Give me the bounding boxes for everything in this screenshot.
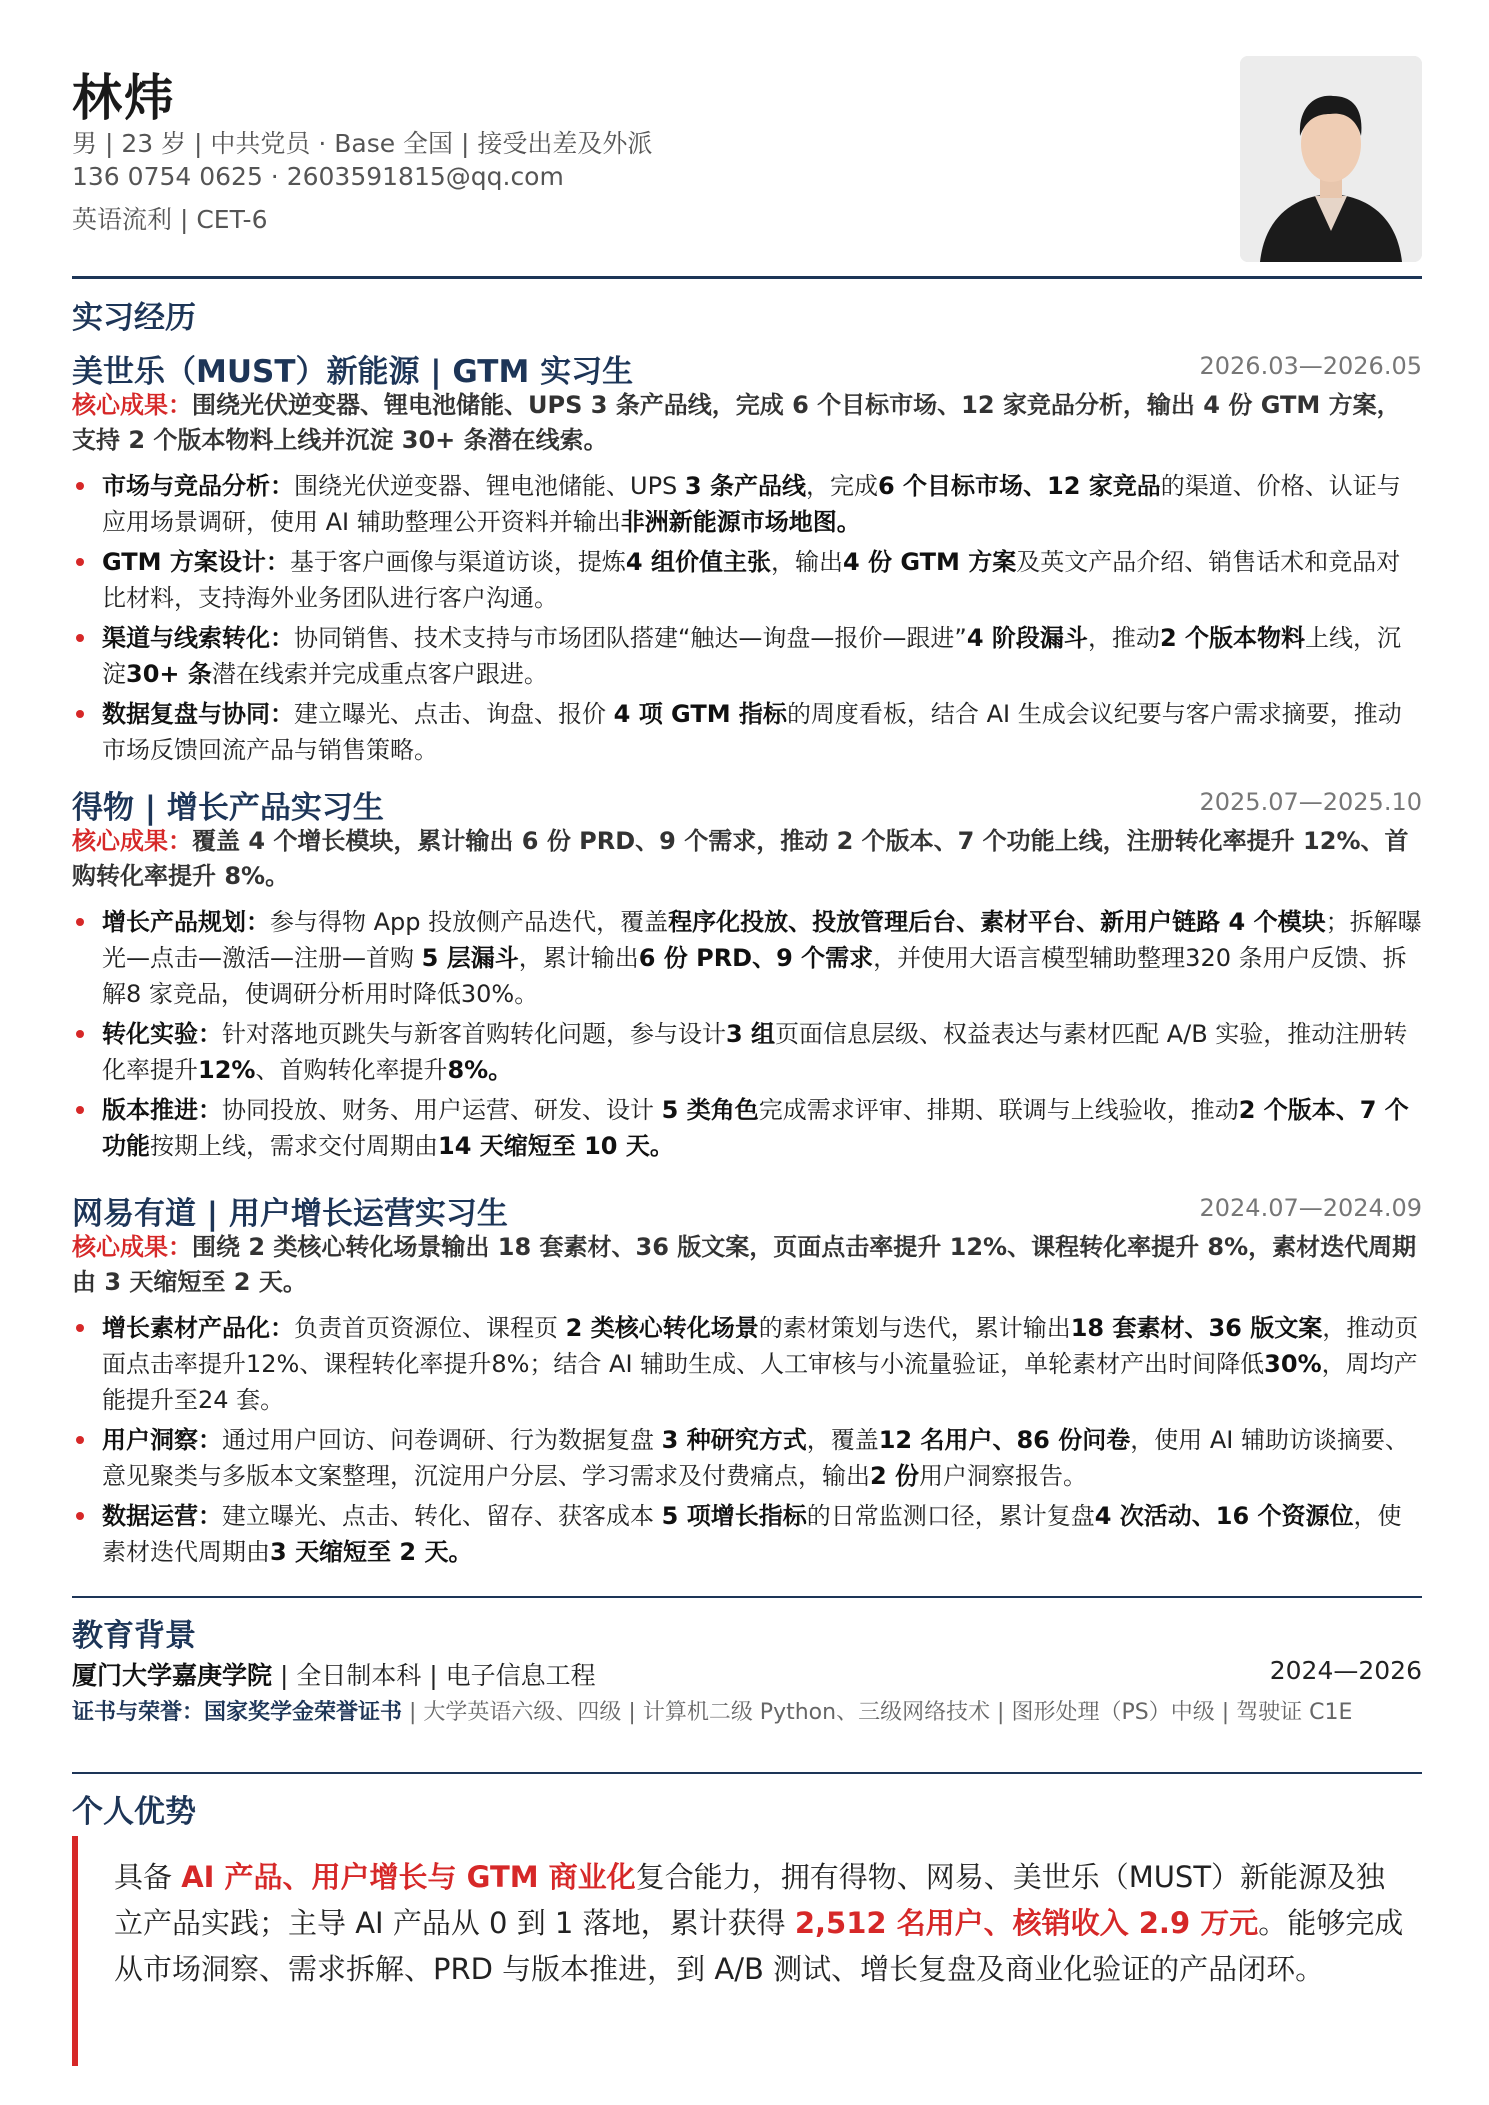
section-title-advantage: 个人优势: [72, 1794, 196, 1830]
candidate-name: 林炜: [72, 69, 176, 127]
language-info: 英语流利 | CET-6: [72, 205, 268, 234]
list-item: GTM 方案设计：基于客户画像与渠道访谈，提炼4 组价值主张，输出4 份 GTM 方案及英文产品介绍、销售话术和竞品对比材料，支持海外业务团队进行客户沟通。: [72, 544, 1422, 616]
list-item: 渠道与线索转化：协同销售、技术支持与市场团队搭建“触达—询盘—报价—跟进”4 阶段漏斗，推动2 个版本物料上线，沉淀30+ 条潜在线索并完成重点客户跟进。: [72, 620, 1422, 692]
job-date: 2026.03—2026.05: [1199, 352, 1422, 380]
core-label: 核心成果：: [72, 827, 192, 855]
advantage-block: [72, 1836, 1418, 2066]
cert-list: | 大学英语六级、四级 | 计算机二级 Python、三级网络技术 | 图形处理（PS）中级 | 驾驶证 C1E: [402, 1700, 1353, 1725]
advantage-text: 具备 AI 产品、用户增长与 GTM 商业化复合能力，拥有得物、网易、美世乐（MUST）新能源及独立产品实践；主导 AI 产品从 0 到 1 落地，累计获得 2,512 名用户、核销收入 2.9 万元。能够完成从市场洞察、需求拆解、PRD 与版本推进，到 A/B 测试、增长复盘及商业化验证的产品闭环。: [114, 1860, 1404, 1986]
education-date: 2024—2026: [1269, 1656, 1422, 1685]
job-date: 2024.07—2024.09: [1199, 1194, 1422, 1222]
job-entry: [72, 346, 1422, 772]
certificates: [72, 1697, 1412, 1729]
list-item: 市场与竞品分析：围绕光伏逆变器、锂电池储能、UPS 3 条产品线，完成6 个目标市场、12 家竞品的渠道、价格、认证与应用场景调研，使用 AI 辅助整理公开资料并输出非洲新能源市场地图。: [72, 468, 1422, 540]
section-divider: [72, 1772, 1422, 1774]
job-entry: [72, 782, 1422, 1168]
list-item: 用户洞察：通过用户回访、问卷调研、行为数据复盘 3 种研究方式，覆盖12 名用户、86 份问卷，使用 AI 辅助访谈摘要、意见聚类与多版本文案整理，沉淀用户分层、学习需求及付费痛点，输出2 份用户洞察报告。: [72, 1422, 1422, 1494]
section-title-internship: 实习经历: [72, 300, 196, 336]
job-date: 2025.07—2025.10: [1199, 788, 1422, 816]
list-item: 数据运营：建立曝光、点击、转化、留存、获客成本 5 项增长指标的日常监测口径，累计复盘4 次活动、16 个资源位，使素材迭代周期由3 天缩短至 2 天。: [72, 1498, 1422, 1570]
core-text: 围绕 2 类核心转化场景输出 18 套素材、36 版文案，页面点击率提升 12%、课程转化率提升 8%，素材迭代周期由 3 天缩短至 2 天。: [72, 1233, 1417, 1296]
contact-info: 136 0754 0625 · 2603591815@qq.com: [72, 162, 564, 191]
list-item: 增长素材产品化：负责首页资源位、课程页 2 类核心转化场景的素材策划与迭代，累计输出18 套素材、36 版文案，推动页面点击率提升12%、课程转化率提升8%；结合 AI 辅助生成、人工审核与小流量验证，单轮素材产出时间降低30%，周均产能提升至24 套。: [72, 1310, 1422, 1418]
core-text: 围绕光伏逆变器、锂电池储能、UPS 3 条产品线，完成 6 个目标市场、12 家竞品分析，输出 4 份 GTM 方案，支持 2 个版本物料上线并沉淀 30+ 条潜在线索。: [72, 391, 1401, 454]
cert-label: 证书与荣誉：国家奖学金荣誉证书: [72, 1700, 403, 1725]
core-achievement: [72, 1230, 1422, 1300]
profile-photo: [1240, 56, 1422, 262]
job-title: 美世乐（MUST）新能源 | GTM 实习生: [72, 354, 634, 390]
core-achievement: [72, 388, 1422, 458]
job-title: 得物 | 增长产品实习生: [72, 790, 384, 826]
list-item: 转化实验：针对落地页跳失与新客首购转化问题，参与设计3 组页面信息层级、权益表达与素材匹配 A/B 实验，推动注册转化率提升12%、首购转化率提升8%。: [72, 1016, 1422, 1088]
list-item: 版本推进：协同投放、财务、用户运营、研发、设计 5 类角色完成需求评审、排期、联调与上线验收，推动2 个版本、7 个功能按期上线，需求交付周期由14 天缩短至 10 天。: [72, 1092, 1422, 1164]
job-entry: [72, 1188, 1422, 1574]
list-item: 增长产品规划：参与得物 App 投放侧产品迭代，覆盖程序化投放、投放管理后台、素材平台、新用户链路 4 个模块；拆解曝光—点击—激活—注册—首购 5 层漏斗，累计输出6 份 PRD、9 个需求，并使用大语言模型辅助整理320 条用户反馈、拆解8 家竞品，使调研分析用时降低30%。: [72, 904, 1422, 1012]
job-title: 网易有道 | 用户增长运营实习生: [72, 1196, 508, 1232]
header-divider: [72, 276, 1422, 279]
education-row: [72, 1656, 1422, 1692]
degree-info: | 全日制本科 | 电子信息工程: [272, 1661, 596, 1690]
section-title-education: 教育背景: [72, 1618, 196, 1654]
core-text: 覆盖 4 个增长模块，累计输出 6 份 PRD、9 个需求，推动 2 个版本、7 个功能上线，注册转化率提升 12%、首购转化率提升 8%。: [72, 827, 1409, 890]
school-name: 厦门大学嘉庚学院: [72, 1661, 273, 1690]
basic-info: 男 | 23 岁 | 中共党员 · Base 全国 | 接受出差及外派: [72, 129, 653, 158]
core-label: 核心成果：: [72, 391, 192, 419]
core-achievement: [72, 824, 1422, 894]
section-divider: [72, 1596, 1422, 1598]
core-label: 核心成果：: [72, 1233, 192, 1261]
list-item: 数据复盘与协同：建立曝光、点击、询盘、报价 4 项 GTM 指标的周度看板，结合 AI 生成会议纪要与客户需求摘要，推动市场反馈回流产品与销售策略。: [72, 696, 1422, 768]
